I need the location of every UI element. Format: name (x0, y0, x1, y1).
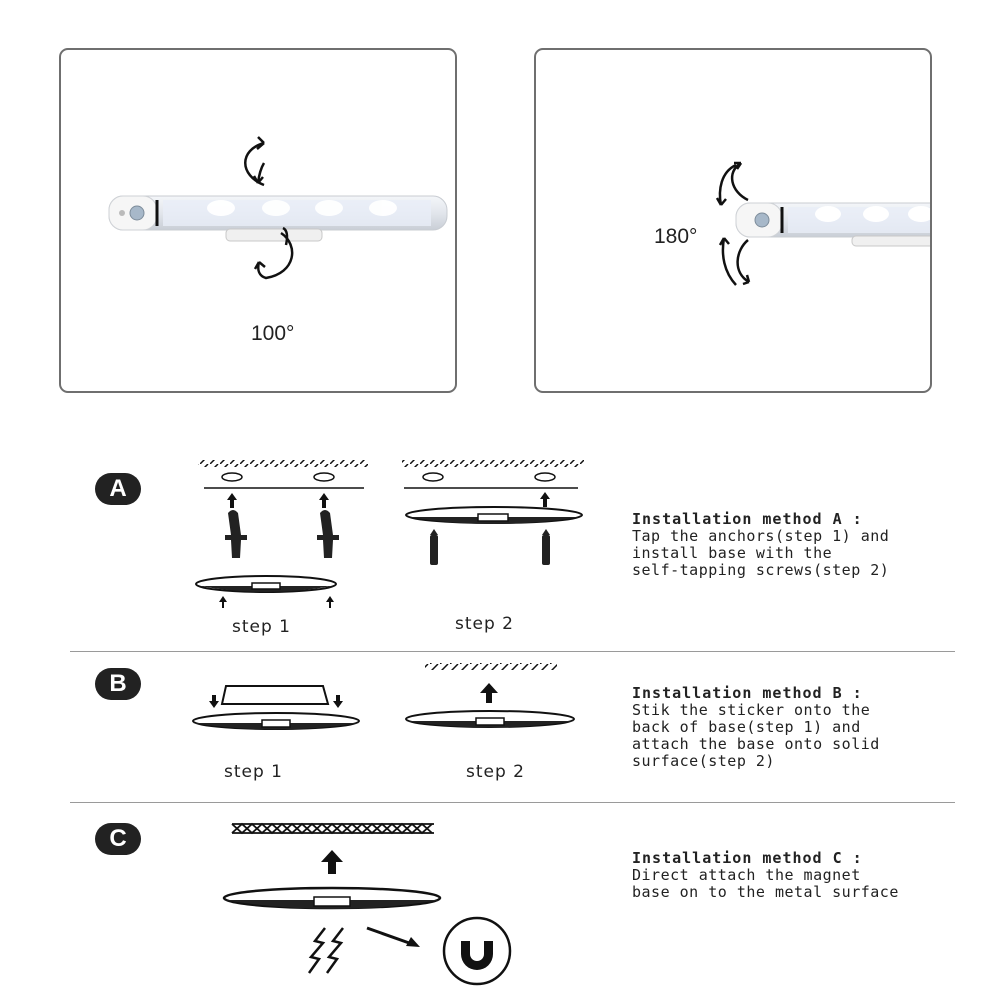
rotation-100-panel (59, 48, 457, 393)
magnet-icon (444, 918, 510, 984)
rotation-180-panel (534, 48, 932, 393)
method-b-step2-label: step 2 (466, 762, 525, 782)
lightning-icon (309, 928, 343, 973)
method-b-badge: B (95, 668, 141, 700)
method-b-title: Installation method B : (632, 684, 863, 702)
method-b-text (632, 685, 880, 770)
rotation-angle-label: 100° (251, 322, 295, 345)
method-b-line: back of base(step 1) and (632, 718, 861, 736)
method-b-line: attach the base onto solid (632, 735, 880, 753)
method-a-line: self-tapping screws(step 2) (632, 561, 890, 579)
section-divider (70, 651, 955, 652)
method-a-line: Tap the anchors(step 1) and (632, 527, 890, 545)
method-b-line: Stik the sticker onto the (632, 701, 871, 719)
arrow-up-icon (227, 493, 329, 508)
method-a-step2-label: step 2 (455, 614, 514, 634)
method-b-step1-label: step 1 (224, 762, 283, 782)
method-a-line: install base with the (632, 544, 833, 562)
method-c-text (632, 850, 899, 901)
wall-anchor-icon (225, 510, 339, 558)
section-divider (70, 802, 955, 803)
screw-icon (430, 529, 550, 565)
arrow-up-icon (480, 683, 498, 703)
method-c-badge: C (95, 823, 141, 855)
arrow-up-icon (219, 596, 334, 608)
arrow-up-icon (321, 850, 343, 874)
method-b-line: surface(step 2) (632, 752, 775, 770)
method-c-title: Installation method C : (632, 849, 863, 867)
method-a-text (632, 511, 889, 579)
light-bar-rotation-figure (536, 50, 932, 393)
rotation-angle-label: 180° (654, 225, 698, 248)
arrow-down-icon (209, 695, 343, 708)
ceiling-hatch (198, 460, 368, 467)
method-c-line: Direct attach the magnet (632, 866, 861, 884)
metal-surface (232, 824, 434, 833)
method-a-title: Installation method A : (632, 510, 863, 528)
method-c-line: base on to the metal surface (632, 883, 899, 901)
method-a-step1-label: step 1 (232, 617, 291, 637)
method-a-badge: A (95, 473, 141, 505)
arrow-up-icon (540, 492, 550, 507)
